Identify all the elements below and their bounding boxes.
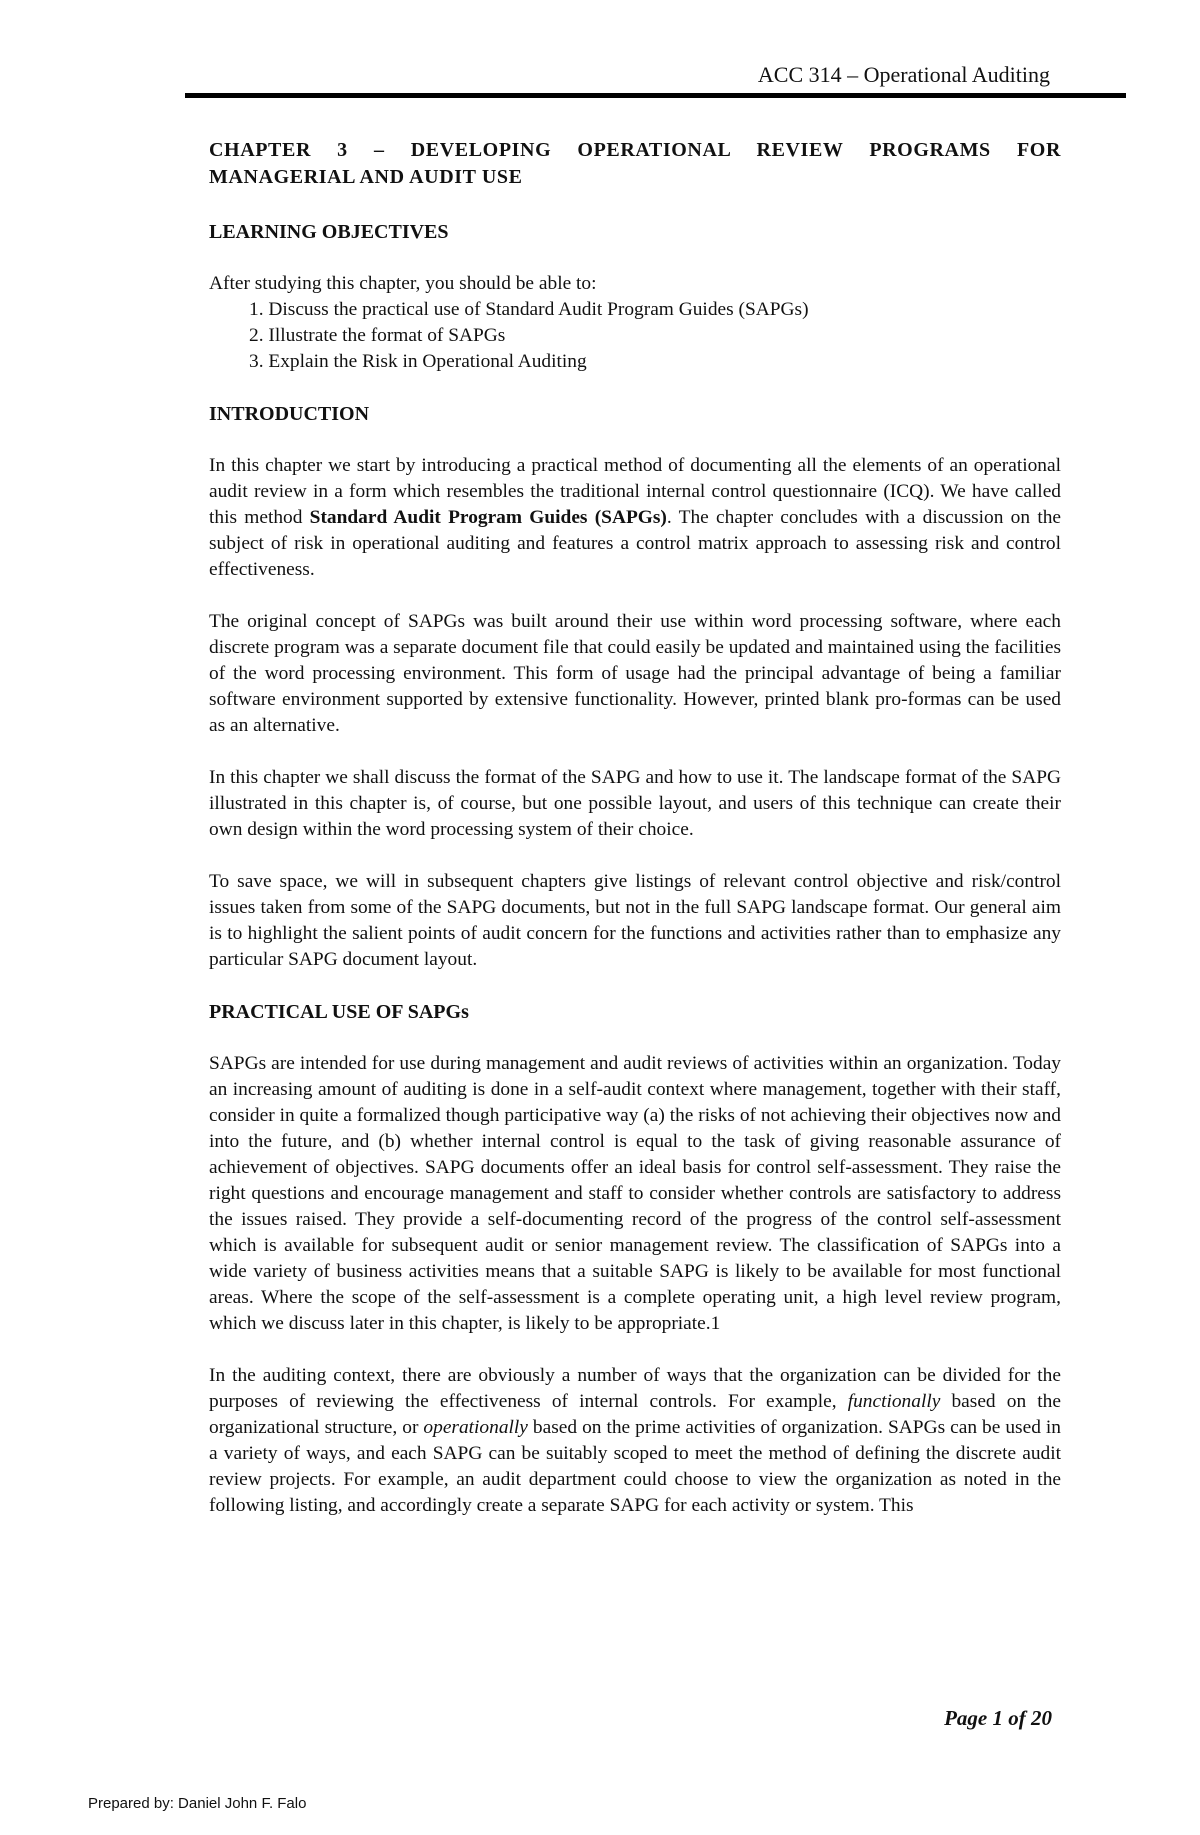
introduction-heading: INTRODUCTION — [209, 403, 370, 425]
practical-use-paragraph-2: In the auditing context, there are obviously a number of ways that the organization can be divided for the purposes of reviewing the effectiveness of internal controls. For example, functionally based on the organizational structure, or operationally based on the prime activities of organization. SAPGs can be used in a variety of ways, and each SAPG can be suitably scoped to meet the method of defining the discrete audit review projects. For example, an audit department could choose to view the organization as noted in the following listing, and accordingly create a separate SAPG for each activity or system. This — [209, 1365, 1061, 1516]
document-body — [209, 137, 1061, 1545]
course-header: ACC 314 – Operational Auditing — [757, 62, 1050, 87]
prepared-by: Prepared by: Daniel John F. Falo — [88, 1795, 307, 1812]
introduction-paragraph-3: In this chapter we shall discuss the format of the SAPG and how to use it. The landscape format of the SAPG illustrated in this chapter is, of course, but one possible layout, and users of this technique can create their own design within the word processing system of their choice. — [209, 767, 1061, 840]
practical-use-heading: PRACTICAL USE OF SAPGs — [209, 1001, 469, 1023]
introduction-paragraph-1: In this chapter we start by introducing a practical method of documenting all the elements of an operational audit review in a form which resembles the traditional internal control questionnaire (ICQ). We have called this method Standard Audit Program Guides (SAPGs). The chapter concludes with a discussion on the subject of risk in operational auditing and features a control matrix approach to assessing risk and control effectiveness. — [209, 455, 1062, 580]
header-divider — [185, 93, 1126, 98]
learning-objectives-heading: LEARNING OBJECTIVES — [209, 221, 449, 243]
learning-objectives-list — [209, 297, 1061, 375]
learning-objectives-intro: After studying this chapter, you should be able to: — [209, 273, 597, 294]
practical-use-paragraph-1: SAPGs are intended for use during management and audit reviews of activities within an organization. Today an increasing amount of auditing is done in a self-audit context where management, together with their staff, consider in quite a formalized though participative way (a) the risks of not achieving their objectives now and into the future, and (b) whether internal control is equal to the task of giving reasonable assurance of achievement of objectives. SAPG documents offer an ideal basis for control self-assessment. They raise the right questions and encourage management and staff to consider whether controls are satisfactory to address the issues raised. They provide a self-documenting record of the progress of the control self-assessment which is available for subsequent audit or senior management review. The classification of SAPGs into a wide variety of business activities means that a suitable SAPG is likely to be available for most functional areas. Where the scope of the self-assessment is a complete operating unit, a high level review program, which we discuss later in this chapter, is likely to be appropriate.1 — [209, 1053, 1061, 1334]
chapter-title: CHAPTER 3 – DEVELOPING OPERATIONAL REVIEW PROGRAMS FOR MANAGERIAL AND AUDIT USE — [209, 139, 1061, 188]
list-item: 2. Illustrate the format of SAPGs — [249, 325, 506, 346]
sapg-term: Standard Audit Program Guides (SAPGs) — [309, 507, 667, 528]
list-item: 3. Explain the Risk in Operational Auditing — [249, 351, 587, 372]
page-number: Page 1 of 20 — [944, 1706, 1052, 1730]
list-item: 1. Discuss the practical use of Standard Audit Program Guides (SAPGs) — [249, 299, 809, 320]
introduction-paragraph-2: The original concept of SAPGs was built around their use within word processing software, where each discrete program was a separate document file that could easily be updated and maintained using the facilities of the word processing environment. This form of usage had the principal advantage of being a familiar software environment supported by extensive functionality. However, printed blank pro-formas can be used as an alternative. — [209, 611, 1061, 736]
introduction-paragraph-4: To save space, we will in subsequent chapters give listings of relevant control objective and risk/control issues taken from some of the SAPG documents, but not in the full SAPG landscape format. Our general aim is to highlight the salient points of audit concern for the functions and activities rather than to emphasize any particular SAPG document layout. — [209, 871, 1061, 970]
